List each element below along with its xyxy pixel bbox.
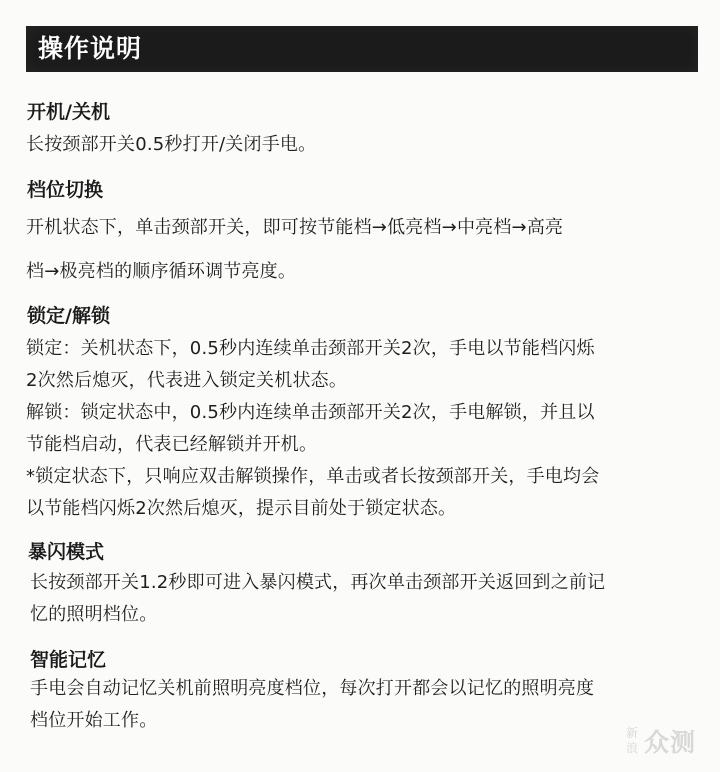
watermark	[624, 726, 712, 760]
section-lock-line-4: 节能档启动，代表已经解锁并开机。	[26, 434, 318, 455]
section-lock-line-6: 以节能档闪烁2次然后熄灭，提示目前处于锁定状态。	[26, 498, 457, 519]
page-title: 操作说明	[38, 34, 143, 63]
section-heading-mode-switch: 档位切换	[27, 179, 104, 201]
section-heading-power: 开机/关机	[27, 101, 110, 123]
watermark-right-text: 众测	[644, 728, 697, 757]
section-power-line-1: 长按颈部开关0.5秒打开/关闭手电。	[26, 134, 317, 155]
section-lock-line-2: 2次然后熄灭，代表进入锁定关机状态。	[26, 370, 348, 391]
section-strobe-line-1: 长按颈部开关1.2秒即可进入暴闪模式，再次单击颈部开关返回到之前记	[30, 572, 606, 593]
section-mode-switch-line-1: 开机状态下，单击颈部开关，即可按节能档→低亮档→中亮档→高亮	[26, 217, 564, 238]
section-mode-switch-line-2: 档→极亮档的顺序循环调节亮度。	[26, 261, 297, 282]
section-lock-line-3: 解锁：锁定状态中，0.5秒内连续单击颈部开关2次，手电解锁，并且以	[26, 402, 595, 423]
section-strobe-line-2: 忆的照明档位。	[30, 604, 158, 625]
watermark-left-text: 新浪	[625, 726, 638, 755]
section-heading-memory: 智能记忆	[30, 649, 107, 671]
header-bar	[26, 26, 698, 72]
section-lock-line-5: *锁定状态下，只响应双击解锁操作，单击或者长按颈部开关，手电均会	[26, 466, 600, 487]
section-lock-line-1: 锁定：关机状态下，0.5秒内连续单击颈部开关2次，手电以节能档闪烁	[26, 338, 595, 359]
section-heading-lock: 锁定/解锁	[27, 305, 110, 327]
section-heading-strobe: 暴闪模式	[28, 541, 105, 563]
section-memory-line-2: 档位开始工作。	[30, 710, 158, 731]
section-memory-line-1: 手电会自动记忆关机前照明亮度档位，每次打开都会以记忆的照明亮度	[30, 678, 595, 699]
